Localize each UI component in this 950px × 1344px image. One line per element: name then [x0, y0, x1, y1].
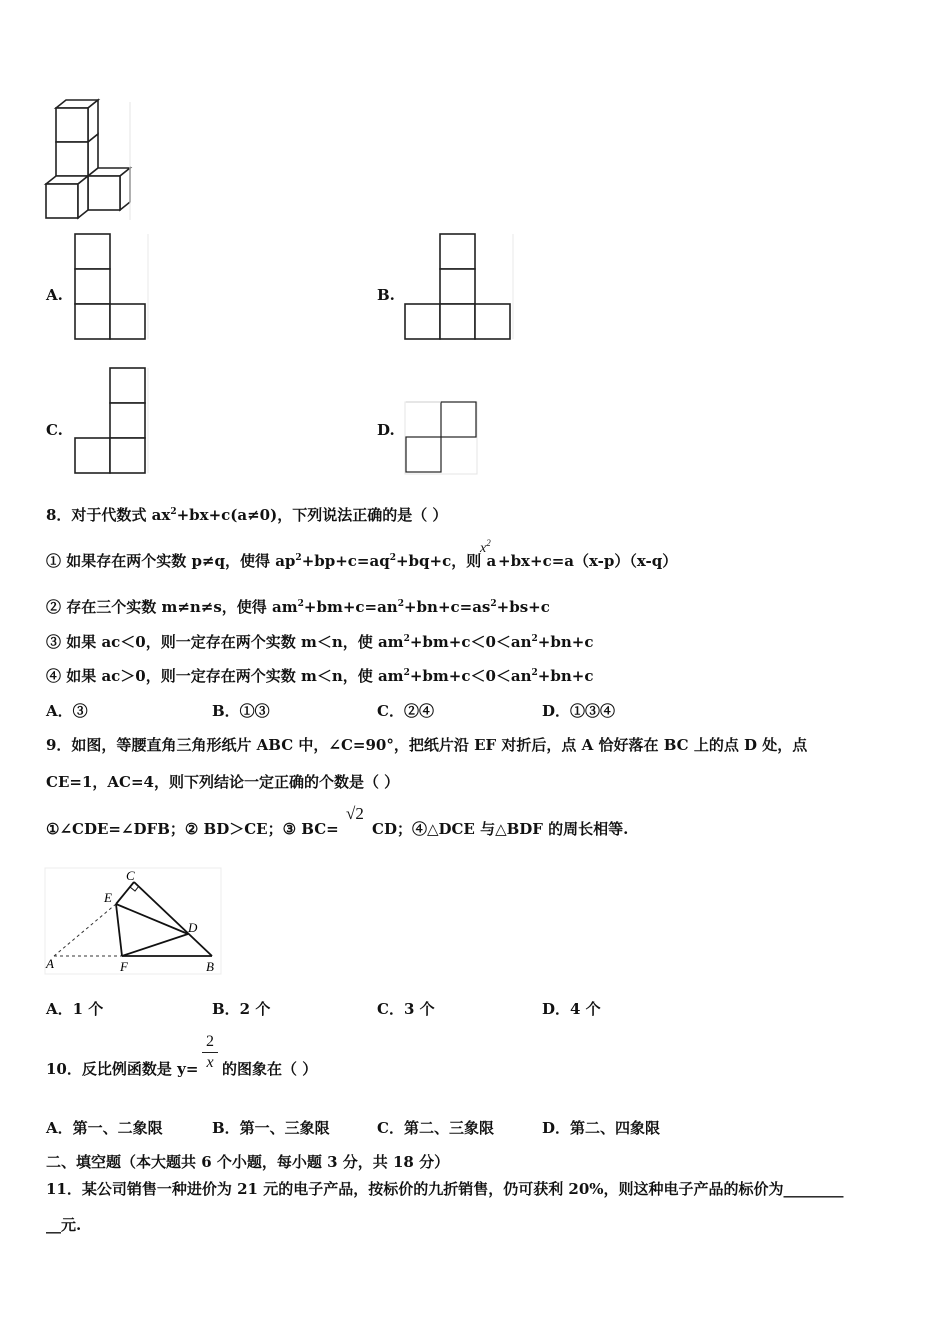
q7-option-d-figure[interactable] [403, 400, 483, 480]
q8-s2-a: ② 存在三个实数 m≠n≠s，使得 am [46, 598, 298, 616]
q7-option-c-label[interactable]: C. [46, 421, 63, 439]
q11-line2: __元. [46, 1216, 82, 1234]
q8-option-d[interactable]: D．①③④ [542, 702, 616, 720]
q7-option-b-label[interactable]: B. [377, 286, 395, 304]
q9-option-b[interactable]: B．2 个 [212, 1000, 271, 1018]
point-a-label: A [46, 956, 54, 971]
section-2-heading: 二、填空题（本大题共 6 个小题，每小题 3 分，共 18 分） [46, 1153, 450, 1171]
q10-fraction [202, 1032, 218, 1073]
point-e-label: E [104, 890, 112, 905]
q9-line3-a: ①∠CDE=∠DFB；② BD＞CE；③ BC= [46, 820, 339, 838]
q8-s4-c: +bn+c [537, 667, 594, 685]
q8-s2-sup2: 2 [397, 599, 404, 609]
q7-option-b-figure[interactable] [403, 232, 518, 342]
q8-s4-sup2: 2 [531, 668, 538, 678]
point-d-label: D [188, 920, 198, 935]
point-b-label: B [206, 959, 214, 974]
q7-option-d-label[interactable]: D. [377, 421, 395, 439]
q8-s4-a: ④ 如果 ac＞0，则一定存在两个实数 m＜n，使 am [46, 667, 404, 685]
q9-stem-line1: 9．如图，等腰直角三角形纸片 ABC 中，∠C=90°，把纸片沿 EF 对折后，点 A 恰好落在 BC 上的点 D 处，点 [46, 736, 808, 754]
q8-s2-c: +bn+c=as [403, 598, 491, 616]
point-c-label: C [126, 868, 135, 883]
q10-stem-b: 的图象在（ ） [222, 1060, 318, 1078]
q7-option-c-figure[interactable] [72, 366, 152, 478]
q8-s3-b: +bm+c＜0＜an [409, 633, 532, 651]
q8-s1-sup1: 2 [295, 553, 302, 563]
q9-option-c[interactable]: C．3 个 [377, 1000, 435, 1018]
q8-option-a[interactable]: A．③ [46, 702, 88, 720]
q10-option-b[interactable]: B．第一、三象限 [212, 1119, 330, 1137]
q8-option-c[interactable]: C．②④ [377, 702, 434, 720]
q10-numerator: 2 [206, 1033, 214, 1050]
q10-stem-a: 10．反比例函数是 y= [46, 1060, 199, 1078]
q8-s1-c: +bq+c，则 a [395, 552, 497, 570]
q10-option-d[interactable]: D．第二、四象限 [542, 1119, 661, 1137]
q8-s2-d: +bs+c [496, 598, 550, 616]
q10-denominator: x [206, 1054, 214, 1071]
q8-statement-3 [46, 631, 593, 652]
q8-s1-b: +bp+c=aq [301, 552, 390, 570]
q8-statement-2 [46, 596, 550, 617]
q8-s1-x-sup: 2 [486, 538, 491, 548]
q8-option-b[interactable]: B．①③ [212, 702, 270, 720]
q9-option-d[interactable]: D．4 个 [542, 1000, 601, 1018]
q10-option-a[interactable]: A．第一、二象限 [46, 1119, 163, 1137]
q8-statement-1 [46, 550, 496, 571]
q8-s2-sup3: 2 [490, 599, 497, 609]
q8-stem-a: 8．对于代数式 ax [46, 506, 171, 524]
stacked-cubes-figure [40, 98, 140, 223]
q8-s1-a: ① 如果存在两个实数 p≠q，使得 ap [46, 552, 296, 570]
q9-sqrt2: √2 [346, 804, 364, 823]
q8-s3-sup1: 2 [403, 634, 410, 644]
q9-triangle-figure [42, 866, 224, 978]
q8-s1-x: x [480, 541, 487, 556]
q8-s4-sup1: 2 [403, 668, 410, 678]
q8-s2-sup1: 2 [297, 599, 304, 609]
q8-s1-x-squared [480, 538, 491, 557]
q8-s4-b: +bm+c＜0＜an [409, 667, 532, 685]
q8-s2-b: +bm+c=an [303, 598, 398, 616]
q8-s3-a: ③ 如果 ac＜0，则一定存在两个实数 m＜n，使 am [46, 633, 404, 651]
q8-sup: 2 [170, 507, 177, 517]
q8-stem [46, 504, 447, 525]
q9-stem-line2: CE=1，AC=4，则下列结论一定正确的个数是（ ） [46, 773, 400, 791]
q11-line1: 11．某公司销售一种进价为 21 元的电子产品，按标价的九折销售，仍可获利 20%，则这种电子产品的标价为________ [46, 1180, 844, 1198]
point-f-label: F [120, 959, 128, 974]
q8-s1-sup2: 2 [389, 553, 396, 563]
q8-s3-c: +bn+c [537, 633, 594, 651]
q8-s1-d: +bx+c=a（x-p）（x-q） [498, 552, 678, 570]
q9-option-a[interactable]: A．1 个 [46, 1000, 104, 1018]
q9-statements [46, 818, 339, 839]
q10-option-c[interactable]: C．第二、三象限 [377, 1119, 494, 1137]
q8-stem-b: +bx+c(a≠0)，下列说法正确的是（ ） [176, 506, 448, 524]
q7-option-a-figure[interactable] [72, 232, 152, 342]
q9-line3-b: CD；④△DCE 与△BDF 的周长相等. [372, 820, 629, 838]
q8-statement-4 [46, 665, 593, 686]
q8-s3-sup2: 2 [531, 634, 538, 644]
q7-option-a-label[interactable]: A. [46, 286, 63, 304]
